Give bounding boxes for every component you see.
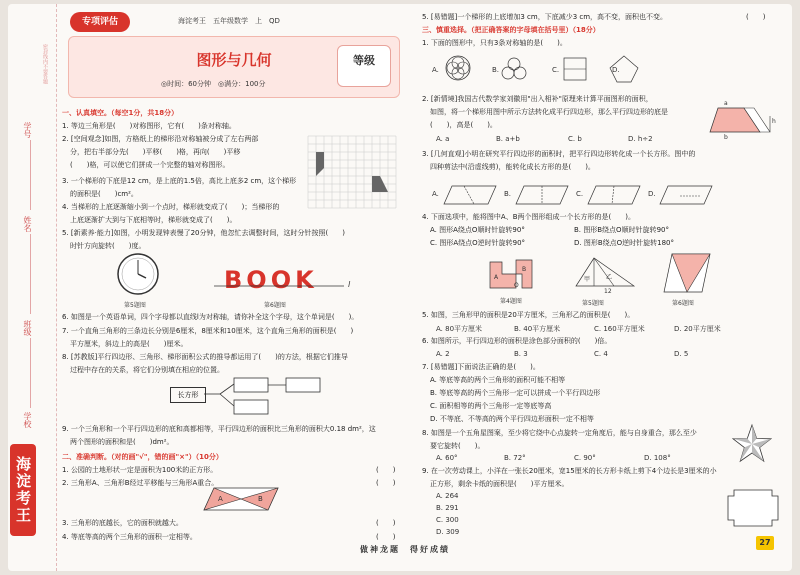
choice-3-line1: 3. [几何直观]小明在研究平行四边形的面积时，把平行四边形转化成一个长方形。图中的: [422, 150, 696, 158]
seal-line-note: 密封线内不要答题: [42, 44, 48, 84]
choice-5-option-d: D. 20平方厘米: [674, 325, 721, 333]
question-5-line1: 5. [新素养·能力]如图，小明发现钟表慢了20分钟，他忽忙去调整时间，这时分针按照( ): [62, 229, 345, 237]
five-pointed-star-figure: [732, 424, 772, 462]
trapezoid-to-parallelogram-figure: [710, 102, 778, 138]
question-8-line2: 过程中存在的关系，将它们分别填在相应的位置。: [70, 366, 224, 374]
fig4-label-O: O: [514, 282, 519, 289]
choice-4-option-b: B. 图形B绕点O顺时针旋转90°: [574, 226, 669, 234]
choice-9-option-c: C. 300: [436, 516, 459, 524]
question-4-line2: 上底逐渐扩大到与下底相等时，梯形就变成了( )。: [70, 216, 237, 224]
title-panel: [68, 36, 400, 98]
fig5-label-12: 12: [604, 288, 612, 295]
grade-box: [337, 45, 391, 87]
question-5-line2: 时针方向旋转( )度。: [70, 242, 146, 250]
question-1: 1. 等边三角形是( )对称图形，它有( )条对称轴。: [62, 122, 236, 130]
judge-2-answer[interactable]: ( ): [376, 479, 396, 487]
special-assessment-tab: 专项评估: [70, 12, 130, 32]
question-3-line2: 的面积是( )cm²。: [70, 190, 138, 198]
fig2-label-a: a: [724, 100, 728, 107]
choice-1-shapes: [444, 54, 664, 90]
choice-3-option-a: A.: [432, 190, 439, 198]
choice-1-option-c: C.: [552, 66, 560, 74]
gutter-label-name: 姓名: [23, 216, 32, 232]
book-word-figure: [224, 266, 318, 294]
gutter-label-class: 班级: [23, 320, 32, 336]
choice-4-option-c: C. 图形A绕点O逆时针旋转90°: [430, 239, 526, 247]
line-l-label: l: [348, 280, 351, 289]
gutter-line: [30, 234, 31, 314]
question-3-line1: 3. 一个梯形的下底是12 cm，是上底的1.5倍，高比上底多2 cm，这个梯形: [62, 177, 297, 185]
choice-9-line2: 正方形，剩余卡纸的面积是( )平方厘米。: [430, 480, 569, 488]
choice-9-option-a: A. 264: [436, 492, 459, 500]
choice-9-option-b: B. 291: [436, 504, 459, 512]
choice-8-option-a: A. 60°: [436, 454, 458, 462]
binding-gutter: [8, 4, 57, 571]
choice-7-option-c: C. 面积相等的两个三角形一定等底等高: [430, 402, 552, 410]
question-8-line1: 8. [苏教版]平行四边形、三角形、梯形面积公式的推导都运用了( )的方法，根据它们推导: [62, 353, 348, 361]
choice-8-line1: 8. 如图是一个五角星图案，至少将它绕中心点旋转一定角度后，能与自身重合，那么至少: [422, 429, 697, 437]
judge-1-answer[interactable]: ( ): [376, 466, 396, 474]
choice-6-option-a: A. 2: [436, 350, 450, 358]
time-score-info: ◎时间：60分钟 ◎满分：100分: [161, 80, 266, 88]
question-2-line1: 2. [空间观念]如图，方格纸上的梯形沿对称轴被分成了左右两部: [62, 135, 259, 143]
fig4-label-B: B: [522, 266, 527, 273]
choice-3-line2: 四种剪法中(沿虚线剪)，能转化成长方形的是( )。: [430, 163, 595, 171]
footer-slogan: 做神龙题 得好成绩: [360, 545, 450, 554]
choice-8-option-c: C. 90°: [574, 454, 596, 462]
choice-3-option-c: C.: [576, 190, 584, 198]
choice-2-option-b: B. a+b: [496, 135, 520, 143]
choice-9-option-d: D. 309: [436, 528, 460, 536]
choice-1-option-d: D.: [612, 66, 620, 74]
derivation-diagram: [204, 376, 320, 420]
question-7-line2: 平方厘米，斜边上的高是( )厘米。: [70, 340, 188, 348]
symmetry-line-l: [214, 284, 348, 288]
book-word: BOOK: [224, 266, 318, 294]
choice-2-option-d: D. h÷2: [628, 135, 653, 143]
judge-5-answer[interactable]: ( ): [746, 13, 766, 21]
choice-9-line1: 9. 在一次劳动课上，小洋在一张长20厘米，宽15厘米的长方形卡纸上剪下4个边长是3厘米的小: [422, 467, 717, 475]
question-4-line1: 4. 当梯形的上底逐渐缩小到一个点时，梯形就变成了( )；当梯形的: [62, 203, 280, 211]
question-2-line2: 分，把右半部分先( )平移( )格，再向( )平移: [70, 148, 241, 156]
choice-5: 5. 如图，三角形甲的面积是20平方厘米，三角形乙的面积是( )。: [422, 311, 635, 319]
gutter-line: [30, 338, 31, 408]
caption-choice-figure-6: 第6题图: [672, 300, 694, 307]
judge-2: 2. 三角形A、三角形B经过平移能与三角形A重合。: [62, 479, 219, 487]
question-7-line1: 7. 一个直角三角形的三条边长分别是6厘米，8厘米和10厘米，这个直角三角形的面积是( ): [62, 327, 354, 335]
choice-8-option-b: B. 72°: [504, 454, 526, 462]
choice-1: 1. 下面的图形中，只有3条对称轴的是( )。: [422, 39, 567, 47]
clock-figure: [116, 252, 160, 296]
rectangle-box: [170, 387, 206, 403]
trapezoid-grid-figure: [308, 136, 396, 208]
choice-2-line3: ( )，高是( )。: [430, 121, 497, 129]
choice-6-option-b: B. 3: [514, 350, 528, 358]
choice-5-option-a: A. 80平方厘米: [436, 325, 483, 333]
caption-figure-6: 第6题图: [264, 302, 286, 309]
question-9-line1: 9. 一个三角形和一个平行四边形的底和高都相等，平行四边形的面积比三角形的面积大0.18 dm²，这: [62, 425, 376, 433]
judge-4-answer[interactable]: ( ): [376, 533, 396, 541]
caption-choice-figure-4: 第4题图: [500, 298, 522, 305]
label-A: A: [218, 495, 223, 503]
gutter-label-student-id: 学号: [23, 122, 32, 138]
brand-logo: 海淀考王: [10, 444, 36, 536]
choice-5-option-c: C. 160平方厘米: [594, 325, 645, 333]
choice-6-option-d: D. 5: [674, 350, 689, 358]
choice-8-option-d: D. 108°: [644, 454, 671, 462]
question-9-line2: 两个图形的面积和是( )dm²。: [70, 438, 174, 446]
fig2-label-h: h: [772, 118, 776, 125]
fig5-label-jia: 甲: [584, 276, 591, 283]
caption-choice-figure-5: 第5题图: [582, 300, 604, 307]
page-title: 图形与几何: [196, 51, 272, 69]
choice-4: 4. 下面选项中，能将图中A、B两个图形组成一个长方形的是( )。: [422, 213, 635, 221]
section-heading-fill-blank: 一、认真填空。（每空1分，共18分）: [62, 109, 179, 117]
choice-6: 6. 如图所示，平行四边形的面积是涂色部分面积的( )倍。: [422, 337, 612, 345]
gutter-label-school: 学校: [23, 412, 32, 428]
judge-3-answer[interactable]: ( ): [376, 519, 396, 527]
choice-4-option-a: A. 图形A绕点O顺时针旋转90°: [430, 226, 525, 234]
section-heading-choice: 三、慎重选择。（把正确答案的字母填在括号里）（18分）: [422, 26, 600, 34]
gutter-line: [30, 140, 31, 210]
fig5-label-yi: 乙: [606, 274, 613, 281]
page-number: 27: [756, 536, 774, 550]
section-heading-judge: 二、准确判断。（对的画"√"，错的画"×"）（10分）: [62, 453, 223, 461]
choice-8-line2: 要它旋转( )。: [430, 442, 485, 450]
label-B: B: [258, 495, 263, 503]
judge-4: 4. 等底等高的两个三角形的面积一定相等。: [62, 533, 197, 541]
judge-3: 3. 三角形的底越长，它的面积就越大。: [62, 519, 183, 527]
grade-label: 等级: [353, 54, 375, 67]
choice-1-option-a: A.: [432, 66, 439, 74]
choice-7: 7. [易错题]下面说法正确的是( )。: [422, 363, 540, 371]
question-6: 6. 如图是一个英语单词，四个字母都以直线l为对称轴，请你补全这个字母，这个单词是( )。: [62, 313, 359, 321]
cut-corners-card-figure: [726, 488, 780, 528]
question-2-line3: ( )格，可以使它们拼成一个完整的轴对称图形。: [70, 161, 230, 169]
choice-7-option-b: B. 等底等高的两个三角形一定可以拼成一个平行四边形: [430, 389, 601, 397]
fig2-label-b: b: [724, 134, 728, 141]
caption-figure-5: 第5题图: [124, 302, 146, 309]
judge-1: 1. 公园的土地形状一定是面积为100米的正方形。: [62, 466, 218, 474]
choice-4-option-d: D. 图形B绕点O逆时针旋转180°: [574, 239, 675, 247]
parallelogram-ab-figure: [204, 488, 278, 510]
shaded-parallelogram-figure: [662, 252, 712, 294]
choice-3-option-b: B.: [504, 190, 512, 198]
choice-1-option-b: B.: [492, 66, 500, 74]
judge-5: 5. [易错题]一个梯形的上底增加3 cm，下底减少3 cm，高不变，面积也不变。: [422, 13, 668, 21]
choice-2-option-a: A. a: [436, 135, 450, 143]
choice-2-line1: 2. [新情境]我国古代数学家刘徽用"出入相补"原理来计算平面图形的面积，: [422, 95, 653, 103]
choice-3-option-d: D.: [648, 190, 656, 198]
choice-2-line2: 如图，将一个梯形用图中所示方法转化成平行四边形，那么平行四边形的底是: [430, 108, 668, 116]
choice-5-option-b: B. 40平方厘米: [514, 325, 561, 333]
book-header: 海淀考王 五年级数学 上 QD: [178, 17, 280, 25]
fig4-label-A: A: [494, 274, 499, 281]
choice-3-parallelograms: [444, 184, 714, 206]
choice-2-option-c: C. b: [568, 135, 582, 143]
rectangle-label: 长方形: [177, 391, 199, 399]
choice-7-option-d: D. 不等底、不等高的两个平行四边形面积一定不相等: [430, 415, 594, 423]
worksheet-page: [8, 4, 792, 571]
choice-7-option-a: A. 等底等高的两个三角形的面积可能不相等: [430, 376, 566, 384]
choice-6-option-c: C. 4: [594, 350, 608, 358]
